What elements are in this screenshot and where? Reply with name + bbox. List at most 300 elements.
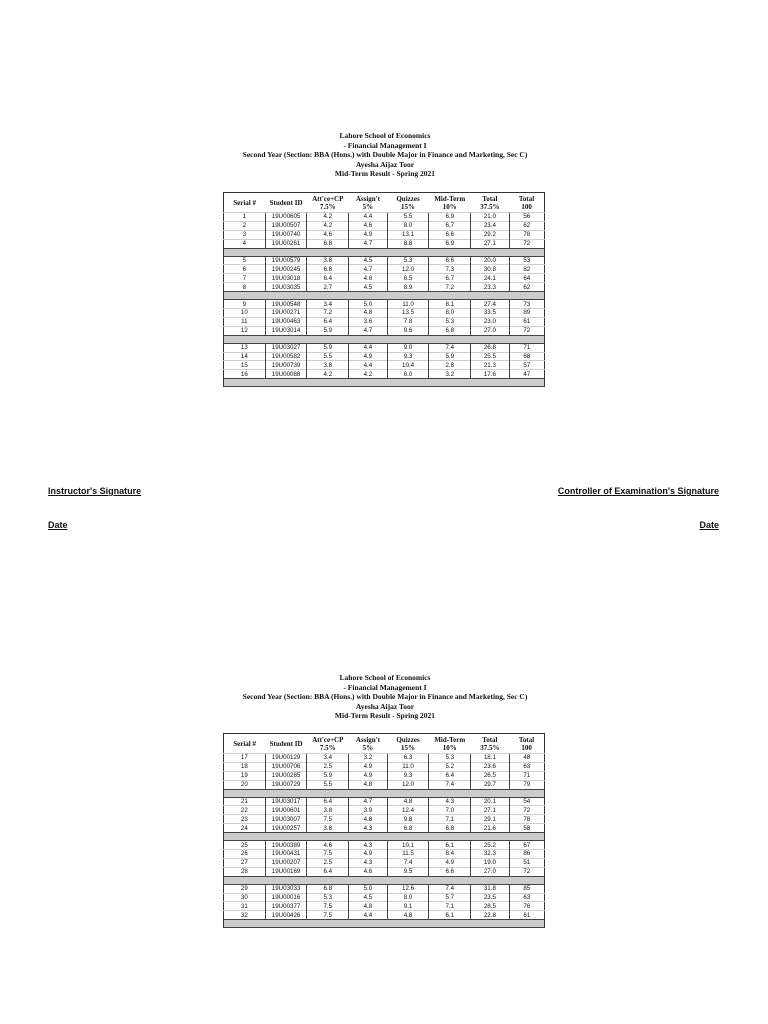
table-cell: 3.4	[307, 300, 349, 309]
table-row	[224, 867, 545, 876]
table-cell: 19U00261	[265, 239, 307, 248]
table-cell: 24.1	[471, 274, 510, 283]
table-cell: 3.9	[349, 806, 388, 815]
table-cell: 19U03007	[265, 815, 307, 824]
column-header-line2: 5%	[362, 743, 374, 752]
column-header	[265, 734, 307, 754]
table-cell: 19U03014	[265, 326, 307, 335]
table-cell: 11.0	[387, 762, 429, 771]
result-header-1	[200, 131, 570, 179]
table-cell: 47	[509, 370, 544, 379]
column-header	[307, 734, 349, 754]
table-cell: 8.0	[387, 221, 429, 230]
table-cell: 72	[509, 326, 544, 335]
table-cell: 28	[224, 867, 266, 876]
controller-signature-label: Controller of Examination's Signature	[557, 486, 719, 496]
table-cell: 1	[224, 213, 266, 222]
table-row	[224, 239, 545, 248]
table-cell: 29.2	[471, 230, 510, 239]
table-cell: 7.1	[429, 902, 471, 911]
table-cell: 2	[224, 221, 266, 230]
table-row	[224, 352, 545, 361]
table-cell: 3.8	[307, 806, 349, 815]
table-cell: 9.3	[387, 771, 429, 780]
column-header-line1: Serial #	[233, 198, 256, 207]
table-cell: 31	[224, 902, 266, 911]
table-cell: 7	[224, 274, 266, 283]
column-header	[429, 734, 471, 754]
table-cell: 32	[224, 911, 266, 920]
table-cell: 5.0	[349, 884, 388, 893]
table-cell: 7.1	[429, 815, 471, 824]
school-name: Lahore School of Economics	[339, 673, 431, 682]
table-cell: 7.4	[429, 780, 471, 789]
table-cell: 26	[224, 850, 266, 859]
table-cell: 4.8	[349, 780, 388, 789]
table-cell: 6.9	[429, 239, 471, 248]
table-cell: 4.4	[349, 361, 388, 370]
table-cell: 3	[224, 230, 266, 239]
table-cell: 78	[509, 230, 544, 239]
table-cell: 62	[509, 221, 544, 230]
table-cell: 30	[224, 893, 266, 902]
table-cell: 53	[509, 256, 544, 265]
column-header-line2: 10%	[442, 743, 457, 752]
column-header	[387, 193, 429, 213]
table-row	[224, 780, 545, 789]
table-cell: 4.2	[349, 370, 388, 379]
table-row	[224, 911, 545, 920]
table-row	[224, 762, 545, 771]
table-cell: 6.4	[307, 274, 349, 283]
table-cell: 19U00265	[265, 771, 307, 780]
table-cell: 8.8	[387, 239, 429, 248]
table-cell: 4.9	[349, 850, 388, 859]
table-cell: 19U00579	[265, 256, 307, 265]
table-cell: 4.4	[349, 911, 388, 920]
table-cell: 6.4	[307, 797, 349, 806]
table-cell: 4.4	[349, 213, 388, 222]
table-cell: 19U00426	[265, 911, 307, 920]
table-cell: 27.1	[471, 806, 510, 815]
table-cell: 21	[224, 797, 266, 806]
table-cell: 15	[224, 361, 266, 370]
table-cell: 4.9	[349, 762, 388, 771]
table-cell: 31.8	[471, 884, 510, 893]
table-cell: 20.1	[471, 797, 510, 806]
table-cell: 18	[224, 762, 266, 771]
separator-cell	[224, 876, 545, 884]
table-cell: 21.6	[471, 824, 510, 833]
table-cell: 2.5	[307, 858, 349, 867]
date-label-left: Date	[48, 520, 68, 530]
table-cell: 3.2	[429, 370, 471, 379]
table-cell: 89	[509, 309, 544, 318]
table-cell: 4.6	[349, 274, 388, 283]
table-cell: 33.5	[471, 309, 510, 318]
table-cell: 79	[509, 780, 544, 789]
table-row	[224, 902, 545, 911]
table-cell: 19U00739	[265, 361, 307, 370]
table-cell: 16	[224, 370, 266, 379]
table-cell: 32.3	[471, 850, 510, 859]
table-cell: 3.2	[349, 754, 388, 763]
table-cell: 17.6	[471, 370, 510, 379]
table-cell: 27.0	[471, 867, 510, 876]
table-cell: 8.0	[429, 309, 471, 318]
table-cell: 4.3	[429, 797, 471, 806]
table-cell: 4.8	[387, 797, 429, 806]
table-cell: 5	[224, 256, 266, 265]
separator-cell	[224, 833, 545, 841]
table-cell: 4.3	[349, 841, 388, 850]
table-cell: 19U00271	[265, 309, 307, 318]
table-cell: 5.0	[349, 300, 388, 309]
table-cell: 78	[509, 815, 544, 824]
table-cell: 51	[509, 858, 544, 867]
table-row	[224, 771, 545, 780]
separator-cell	[224, 920, 545, 928]
table-cell: 6.9	[429, 213, 471, 222]
table-cell: 19U00507	[265, 221, 307, 230]
table-cell: 23.6	[471, 762, 510, 771]
table-cell: 22	[224, 806, 266, 815]
table-cell: 27.1	[471, 239, 510, 248]
table-cell: 10.1	[387, 841, 429, 850]
table-cell: 19U03018	[265, 274, 307, 283]
table-cell: 11.5	[387, 850, 429, 859]
table-cell: 4.2	[307, 221, 349, 230]
school-name: Lahore School of Economics	[339, 131, 431, 140]
column-header-line1: Att'ce+CP	[312, 194, 344, 203]
result-title: Mid-Term Result - Spring 2021	[334, 711, 436, 721]
column-header	[307, 193, 349, 213]
table-cell: 19U00729	[265, 780, 307, 789]
column-header-line2: 7.5%	[319, 202, 336, 211]
table-cell: 29.1	[471, 815, 510, 824]
table-cell: 10.4	[387, 361, 429, 370]
table-cell: 11	[224, 317, 266, 326]
table-cell: 25	[224, 841, 266, 850]
table-cell: 8.9	[387, 283, 429, 292]
result-header-2	[200, 673, 570, 721]
table-cell: 24	[224, 824, 266, 833]
table-row	[224, 230, 545, 239]
table-row	[224, 815, 545, 824]
table-cell: 2.7	[307, 283, 349, 292]
date-label-right: Date	[699, 520, 719, 530]
column-header	[509, 734, 544, 754]
table-cell: 3.4	[307, 754, 349, 763]
table-row	[224, 300, 545, 309]
table-cell: 27.4	[471, 300, 510, 309]
table-cell: 19U00377	[265, 902, 307, 911]
table-cell: 18.1	[471, 754, 510, 763]
table-cell: 26.5	[471, 771, 510, 780]
table-row	[224, 884, 545, 893]
table-cell: 5.3	[429, 754, 471, 763]
table-cell: 4.5	[349, 256, 388, 265]
column-header-line2: 100	[521, 743, 532, 752]
table-cell: 4.6	[349, 867, 388, 876]
separator-cell	[224, 789, 545, 797]
table-cell: 26.8	[471, 343, 510, 352]
table-cell: 27.0	[471, 326, 510, 335]
table-cell: 82	[509, 265, 544, 274]
table-cell: 76	[509, 902, 544, 911]
table-cell: 23.5	[471, 893, 510, 902]
column-header-line1: Total	[518, 194, 535, 203]
table-header-row	[224, 734, 545, 754]
table-cell: 86	[509, 850, 544, 859]
table-cell: 5.5	[387, 213, 429, 222]
table-row	[224, 326, 545, 335]
table-cell: 6.3	[387, 754, 429, 763]
table-cell: 7.4	[387, 858, 429, 867]
table-cell: 3.8	[307, 361, 349, 370]
instructor-signature-label: Instructor's Signature	[48, 486, 142, 496]
table-cell: 4.4	[349, 343, 388, 352]
table-cell: 7.5	[307, 911, 349, 920]
table-cell: 19U00601	[265, 806, 307, 815]
table-cell: 4.8	[349, 902, 388, 911]
table-cell: 5.2	[429, 762, 471, 771]
table-cell: 71	[509, 343, 544, 352]
column-header-line1: Mid-Term	[434, 194, 466, 203]
table-cell: 73	[509, 300, 544, 309]
table-cell: 19U03035	[265, 283, 307, 292]
marks-table-2	[223, 733, 545, 928]
table-cell: 57	[509, 361, 544, 370]
table-cell: 62	[509, 283, 544, 292]
table-cell: 7.3	[429, 265, 471, 274]
separator-cell	[224, 292, 545, 300]
column-header	[224, 734, 266, 754]
table-row	[224, 370, 545, 379]
table-cell: 4.6	[307, 841, 349, 850]
table-cell: 5.5	[307, 352, 349, 361]
column-header-line1: Quizzes	[396, 194, 420, 203]
table-cell: 4.8	[349, 815, 388, 824]
table-cell: 19U00207	[265, 858, 307, 867]
table-cell: 5.5	[307, 780, 349, 789]
table-cell: 6.8	[429, 326, 471, 335]
table-cell: 19U00463	[265, 317, 307, 326]
table-cell: 6.7	[429, 221, 471, 230]
table-cell: 19U00605	[265, 213, 307, 222]
group-separator	[224, 833, 545, 841]
table-cell: 28.5	[471, 902, 510, 911]
table-cell: 64	[509, 274, 544, 283]
table-cell: 58	[509, 824, 544, 833]
table-cell: 10	[224, 309, 266, 318]
table-cell: 13.1	[387, 230, 429, 239]
separator-cell	[224, 248, 545, 256]
column-header	[349, 193, 388, 213]
table-cell: 14	[224, 352, 266, 361]
table-cell: 7.5	[307, 850, 349, 859]
table-cell: 4.6	[349, 221, 388, 230]
table-cell: 61	[509, 317, 544, 326]
separator-cell	[224, 335, 545, 343]
table-cell: 4.8	[349, 309, 388, 318]
table-row	[224, 858, 545, 867]
table-row	[224, 283, 545, 292]
column-header	[509, 193, 544, 213]
table-cell: 4.9	[349, 230, 388, 239]
group-separator	[224, 789, 545, 797]
table-cell: 7.5	[307, 902, 349, 911]
table-cell: 4.3	[349, 858, 388, 867]
table-cell: 19U00245	[265, 265, 307, 274]
table-cell: 19U00389	[265, 841, 307, 850]
column-header-line1: Assign't	[355, 735, 380, 744]
table-cell: 12.4	[387, 806, 429, 815]
course-name: - Financial Management I	[343, 682, 427, 692]
table-cell: 67	[509, 841, 544, 850]
table-cell: 7.5	[307, 815, 349, 824]
table-row	[224, 824, 545, 833]
table-cell: 72	[509, 806, 544, 815]
table-cell: 11.0	[387, 300, 429, 309]
column-header-line2: 7.5%	[319, 743, 336, 752]
table-cell: 4.2	[307, 370, 349, 379]
table-cell: 5.9	[307, 343, 349, 352]
column-header-line1: Total	[518, 735, 535, 744]
column-header-line1: Total	[482, 735, 498, 744]
group-separator	[224, 248, 545, 256]
table-cell: 6.6	[429, 256, 471, 265]
table-cell: 72	[509, 239, 544, 248]
column-header	[224, 193, 266, 213]
table-cell: 8.4	[429, 850, 471, 859]
table-row	[224, 797, 545, 806]
column-header	[349, 734, 388, 754]
table-cell: 4.5	[349, 283, 388, 292]
table-cell: 5.3	[429, 317, 471, 326]
table-header-row	[224, 193, 545, 213]
table-cell: 3.6	[349, 317, 388, 326]
table-cell: 5.3	[307, 893, 349, 902]
column-header-line1: Att'ce+CP	[312, 735, 344, 744]
table-cell: 6.6	[429, 230, 471, 239]
table-cell: 4.6	[307, 230, 349, 239]
column-header-line2: 37.5%	[480, 202, 500, 211]
table-cell: 3.8	[307, 824, 349, 833]
group-separator	[224, 335, 545, 343]
table-cell: 19U00706	[265, 762, 307, 771]
table-cell: 9.5	[387, 867, 429, 876]
table-cell: 63	[509, 762, 544, 771]
table-cell: 29	[224, 884, 266, 893]
table-cell: 17	[224, 754, 266, 763]
instructor-name: Ayesha Aijaz Toor	[355, 159, 415, 169]
table-row	[224, 213, 545, 222]
table-row	[224, 265, 545, 274]
column-header	[471, 193, 510, 213]
instructor-name: Ayesha Aijaz Toor	[355, 701, 415, 711]
table-cell: 6.0	[387, 370, 429, 379]
table-cell: 4.2	[307, 213, 349, 222]
table-cell: 19U00548	[265, 300, 307, 309]
table-cell: 4.3	[349, 824, 388, 833]
table-cell: 23.0	[471, 317, 510, 326]
table-cell: 48	[509, 754, 544, 763]
table-cell: 25.5	[471, 352, 510, 361]
table-row	[224, 850, 545, 859]
table-cell: 25.2	[471, 841, 510, 850]
table-cell: 4.8	[387, 911, 429, 920]
table-cell: 6.8	[387, 824, 429, 833]
column-header-line2: 37.5%	[480, 743, 500, 752]
table-cell: 5.3	[387, 256, 429, 265]
table-cell: 4.7	[349, 326, 388, 335]
table-cell: 23.3	[471, 283, 510, 292]
table-cell: 12.0	[387, 265, 429, 274]
table-cell: 7.2	[307, 309, 349, 318]
column-header	[471, 734, 510, 754]
group-separator	[224, 379, 545, 387]
table-cell: 19U03027	[265, 343, 307, 352]
table-row	[224, 754, 545, 763]
group-separator	[224, 292, 545, 300]
table-cell: 6.5	[387, 274, 429, 283]
table-cell: 8.1	[429, 300, 471, 309]
table-cell: 6.4	[307, 867, 349, 876]
table-cell: 8.0	[387, 893, 429, 902]
table-cell: 12.6	[387, 884, 429, 893]
table-cell: 30.8	[471, 265, 510, 274]
column-header-line1: Mid-Term	[434, 735, 466, 744]
table-cell: 13	[224, 343, 266, 352]
table-cell: 6.6	[429, 867, 471, 876]
column-header	[387, 734, 429, 754]
table-cell: 71	[509, 771, 544, 780]
table-cell: 6.4	[307, 317, 349, 326]
table-cell: 4.7	[349, 265, 388, 274]
table-cell: 6.8	[307, 884, 349, 893]
table-cell: 9.0	[387, 343, 429, 352]
column-header-line1: Assign't	[355, 194, 380, 203]
marks-table-1	[223, 192, 545, 387]
table-cell: 85	[509, 884, 544, 893]
column-header-line2: 5%	[362, 202, 374, 211]
table-cell: 22.8	[471, 911, 510, 920]
table-cell: 56	[509, 213, 544, 222]
table-cell: 6.8	[307, 239, 349, 248]
table-cell: 2.8	[429, 361, 471, 370]
table-cell: 68	[509, 352, 544, 361]
table-cell: 21.0	[471, 213, 510, 222]
column-header-line1: Serial #	[233, 739, 256, 748]
table-row	[224, 893, 545, 902]
table-cell: 8	[224, 283, 266, 292]
table-cell: 9.1	[387, 902, 429, 911]
column-header-line1: Quizzes	[396, 735, 420, 744]
table-cell: 6.8	[307, 265, 349, 274]
course-name: - Financial Management I	[343, 140, 427, 150]
table-row	[224, 841, 545, 850]
table-cell: 13.5	[387, 309, 429, 318]
table-row	[224, 806, 545, 815]
table-row	[224, 309, 545, 318]
table-cell: 6.7	[429, 274, 471, 283]
result-title: Mid-Term Result - Spring 2021	[334, 169, 436, 179]
table-cell: 72	[509, 867, 544, 876]
table-cell: 23.4	[471, 221, 510, 230]
table-cell: 21.3	[471, 361, 510, 370]
table-cell: 5.9	[307, 771, 349, 780]
